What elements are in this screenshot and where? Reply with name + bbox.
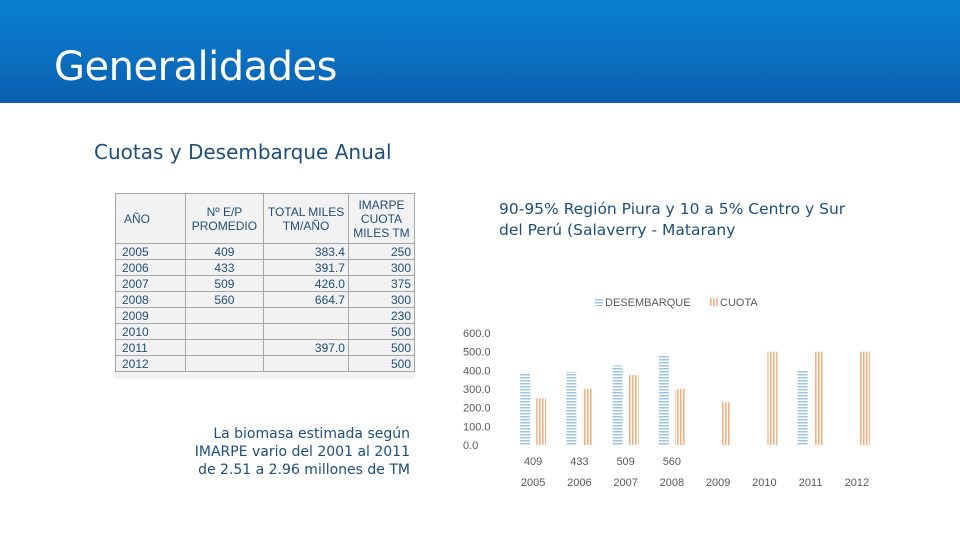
bar-chart <box>455 290 885 500</box>
cell-quota: 500 <box>348 324 414 340</box>
table-row <box>116 340 415 356</box>
cell-vessels <box>185 324 264 340</box>
legend-swatch-desembarque <box>595 298 603 306</box>
chart-svg <box>455 290 885 500</box>
biomass-note: La biomasa estimada según IMARPE vario del 2001 al 2011 de 2.51 a 2.96 millones de TM <box>194 426 410 478</box>
y-tick-label: 0.0 <box>463 440 479 452</box>
quota-table <box>115 193 415 372</box>
legend-swatch-cuota <box>710 298 718 306</box>
table-row <box>116 276 415 292</box>
cell-total: 391.7 <box>264 260 349 276</box>
bar-cuota-2012 <box>860 352 870 445</box>
cell-quota: 300 <box>348 292 414 308</box>
bar-cuota-2005 <box>536 398 546 445</box>
x-sublabel: 409 <box>523 456 543 468</box>
cell-quota: 230 <box>348 308 414 324</box>
cell-vessels <box>185 356 264 372</box>
bar-cuota-2011 <box>814 352 824 445</box>
bar-cuota-2009 <box>721 402 731 445</box>
region-note: 90-95% Región Piura y 10 a 5% Centro y Sur del Perú (Salaverry - Matarany <box>499 200 846 239</box>
page-title: Generalidades <box>54 44 337 90</box>
cell-vessels: 509 <box>185 276 264 292</box>
quota-table-image <box>115 193 415 379</box>
bar-desembarque-2007 <box>613 365 623 445</box>
bar-cuota-2006 <box>582 389 592 445</box>
x-tick-label: 2009 <box>705 477 731 489</box>
cell-total <box>264 308 349 324</box>
header-vessels: Nº E/P PROMEDIO <box>185 194 264 244</box>
cell-total: 426.0 <box>264 276 349 292</box>
legend-label-desembarque: DESEMBARQUE <box>605 297 691 309</box>
header-banner <box>0 0 960 103</box>
cell-year: 2005 <box>116 244 186 260</box>
table-row <box>116 244 415 260</box>
cell-vessels <box>185 308 264 324</box>
cell-vessels: 560 <box>185 292 264 308</box>
table-row <box>116 308 415 324</box>
cell-total: 664.7 <box>264 292 349 308</box>
cell-quota: 500 <box>348 340 414 356</box>
bar-cuota-2007 <box>629 375 639 445</box>
bar-cuota-2010 <box>767 352 777 445</box>
header-year: AÑO <box>116 194 186 244</box>
cell-quota: 250 <box>348 244 414 260</box>
legend-label-cuota: CUOTA <box>720 297 758 309</box>
cell-vessels <box>185 340 264 356</box>
cell-vessels: 433 <box>185 260 264 276</box>
cell-year: 2011 <box>116 340 186 356</box>
table-row <box>116 356 415 372</box>
y-tick-label: 400.0 <box>463 365 491 378</box>
bar-desembarque-2008 <box>659 355 669 445</box>
table-row <box>116 324 415 340</box>
y-tick-label: 500.0 <box>463 346 491 359</box>
y-tick-label: 100.0 <box>463 421 491 434</box>
x-tick-label: 2012 <box>844 477 870 489</box>
cell-total: 383.4 <box>264 244 349 260</box>
bar-cuota-2008 <box>675 389 685 445</box>
cell-year: 2008 <box>116 292 186 308</box>
cell-year: 2009 <box>116 308 186 324</box>
x-tick-label: 2006 <box>567 477 592 489</box>
table-row <box>116 292 415 308</box>
section-subtitle: Cuotas y Desembarque Anual <box>94 140 392 164</box>
cell-year: 2012 <box>116 356 186 372</box>
cell-year: 2007 <box>116 276 186 292</box>
header-quota: IMARPE CUOTA MILES TM <box>348 194 414 244</box>
x-tick-label: 2007 <box>613 477 638 489</box>
bar-desembarque-2005 <box>520 373 530 445</box>
cell-total: 397.0 <box>264 340 349 356</box>
cell-year: 2006 <box>116 260 186 276</box>
x-tick-label: 2011 <box>798 477 823 489</box>
cell-quota: 375 <box>348 276 414 292</box>
x-sublabel: 433 <box>570 456 589 468</box>
x-tick-label: 2008 <box>659 477 685 489</box>
bar-desembarque-2011 <box>798 371 808 445</box>
cell-quota: 500 <box>348 356 414 372</box>
cell-quota: 300 <box>348 260 414 276</box>
y-tick-label: 200.0 <box>463 402 491 415</box>
bar-desembarque-2006 <box>566 372 576 445</box>
x-tick-label: 2010 <box>752 477 777 489</box>
cell-vessels: 409 <box>185 244 264 260</box>
y-tick-label: 300.0 <box>463 384 491 396</box>
x-tick-label: 2005 <box>520 477 546 489</box>
table-row <box>116 260 415 276</box>
table-header-row <box>116 194 415 244</box>
cell-total <box>264 324 349 340</box>
cell-total <box>264 356 349 372</box>
cell-year: 2010 <box>116 324 186 340</box>
y-tick-label: 600.0 <box>463 328 491 340</box>
header-total: TOTAL MILES TM/AÑO <box>264 194 349 244</box>
x-sublabel: 509 <box>616 456 635 468</box>
x-sublabel: 560 <box>662 456 682 468</box>
